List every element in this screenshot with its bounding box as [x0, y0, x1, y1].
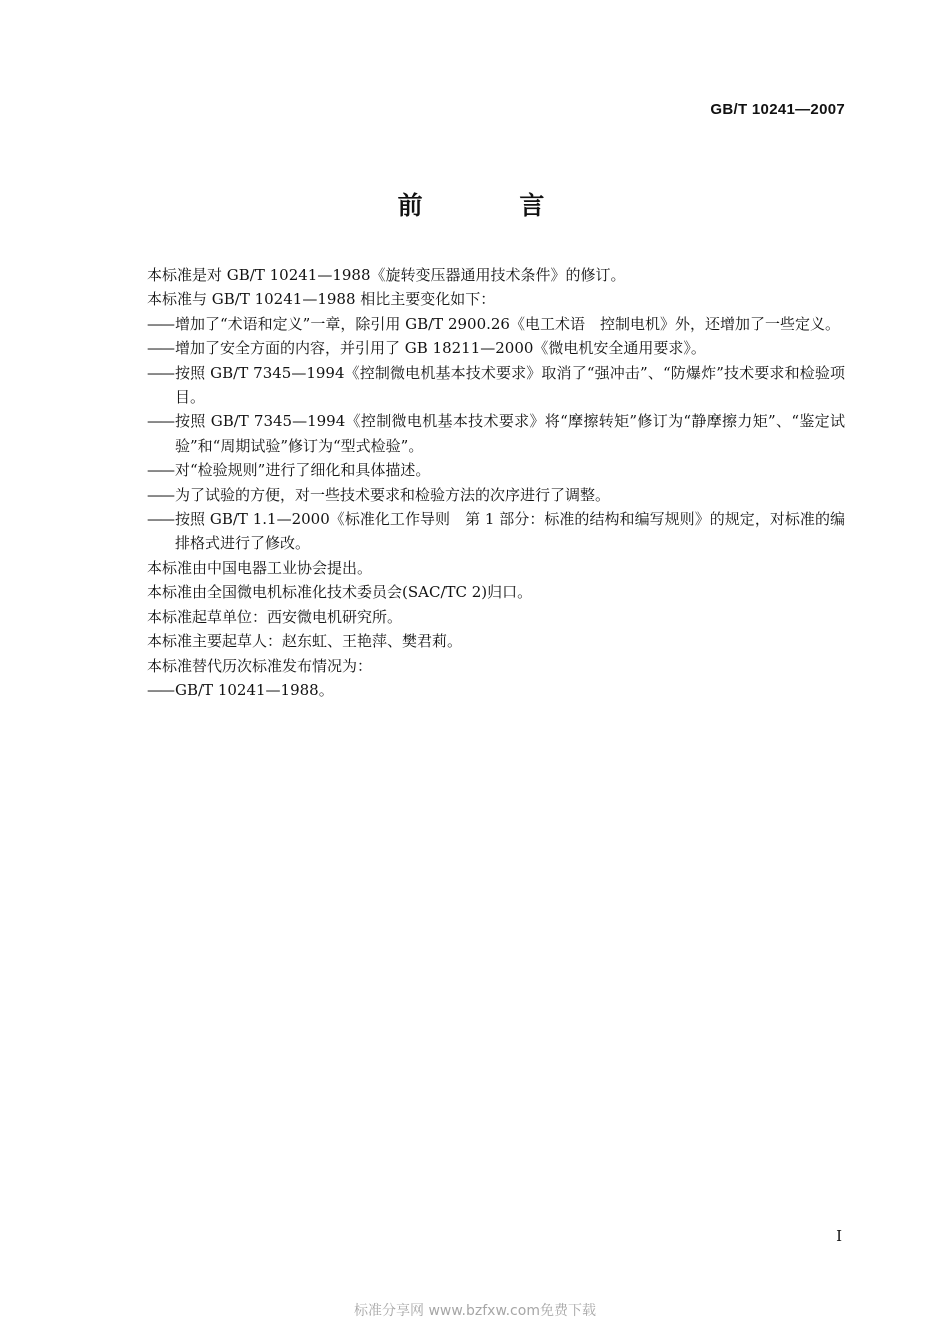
- change-text: 为了试验的方便，对一些技术要求和检验方法的次序进行了调整。: [175, 485, 611, 504]
- closing-paragraph: 本标准替代历次标准发布情况为：: [147, 656, 373, 675]
- change-text: 增加了安全方面的内容，并引用了 GB 18211—2000《微电机安全通用要求》。: [175, 339, 706, 358]
- replaced-version-text: GB/T 10241—1988。: [175, 680, 334, 699]
- dash-mark: ——: [147, 680, 173, 699]
- change-text: 按照 GB/T 7345—1994《控制微电机基本技术要求》将“摩擦转矩”修订为“静摩擦力矩”、“鉴定试验”和“周期试验”修订为“型式检验”。: [175, 412, 845, 455]
- change-text: 增加了“术语和定义”一章，除引用 GB/T 2900.26《电工术语 控制电机》外，还增加了一些定义。: [175, 314, 840, 333]
- intro-paragraph: 本标准与 GB/T 10241—1988 相比主要变化如下：: [147, 290, 496, 309]
- preface-body: [147, 263, 845, 702]
- change-item: [147, 361, 845, 410]
- dash-mark: ——: [147, 314, 173, 333]
- closing-paragraph: 本标准主要起草人：赵东虹、王艳萍、樊君莉。: [147, 632, 463, 651]
- dash-mark: ——: [147, 363, 173, 382]
- dash-mark: ——: [147, 461, 173, 480]
- replaced-version-item: [147, 678, 845, 702]
- change-item: [147, 409, 845, 458]
- change-text: 按照 GB/T 7345—1994《控制微电机基本技术要求》取消了“强冲击”、“防爆炸”技术要求和检验项目。: [175, 363, 845, 407]
- change-item: [147, 312, 845, 336]
- change-item: [147, 336, 845, 360]
- change-item: [147, 458, 845, 482]
- change-text: 按照 GB/T 1.1—2000《标准化工作导则 第 1 部分：标准的结构和编写规则》的规定，对标准的编排格式进行了修改。: [175, 510, 845, 553]
- closing-paragraph: 本标准由中国电器工业协会提出。: [147, 558, 373, 577]
- change-item: [147, 507, 845, 556]
- page-number: I: [836, 1227, 842, 1245]
- dash-mark: ——: [147, 485, 173, 504]
- dash-mark: ——: [147, 339, 173, 358]
- change-item: [147, 483, 845, 507]
- dash-mark: ——: [147, 412, 173, 431]
- change-text: 对“检验规则”进行了细化和具体描述。: [175, 461, 431, 480]
- dash-mark: ——: [147, 510, 173, 529]
- closing-paragraph: 本标准由全国微电机标准化技术委员会(SAC/TC 2)归口。: [147, 583, 533, 602]
- closing-paragraph: 本标准起草单位：西安微电机研究所。: [147, 607, 403, 626]
- footer-watermark: 标准分享网 www.bzfxw.com免费下载: [354, 1303, 596, 1319]
- intro-paragraph: 本标准是对 GB/T 10241—1988《旋转变压器通用技术条件》的修订。: [147, 266, 626, 284]
- page-title: 前 言: [397, 191, 589, 220]
- standard-code: GB/T 10241—2007: [710, 101, 845, 118]
